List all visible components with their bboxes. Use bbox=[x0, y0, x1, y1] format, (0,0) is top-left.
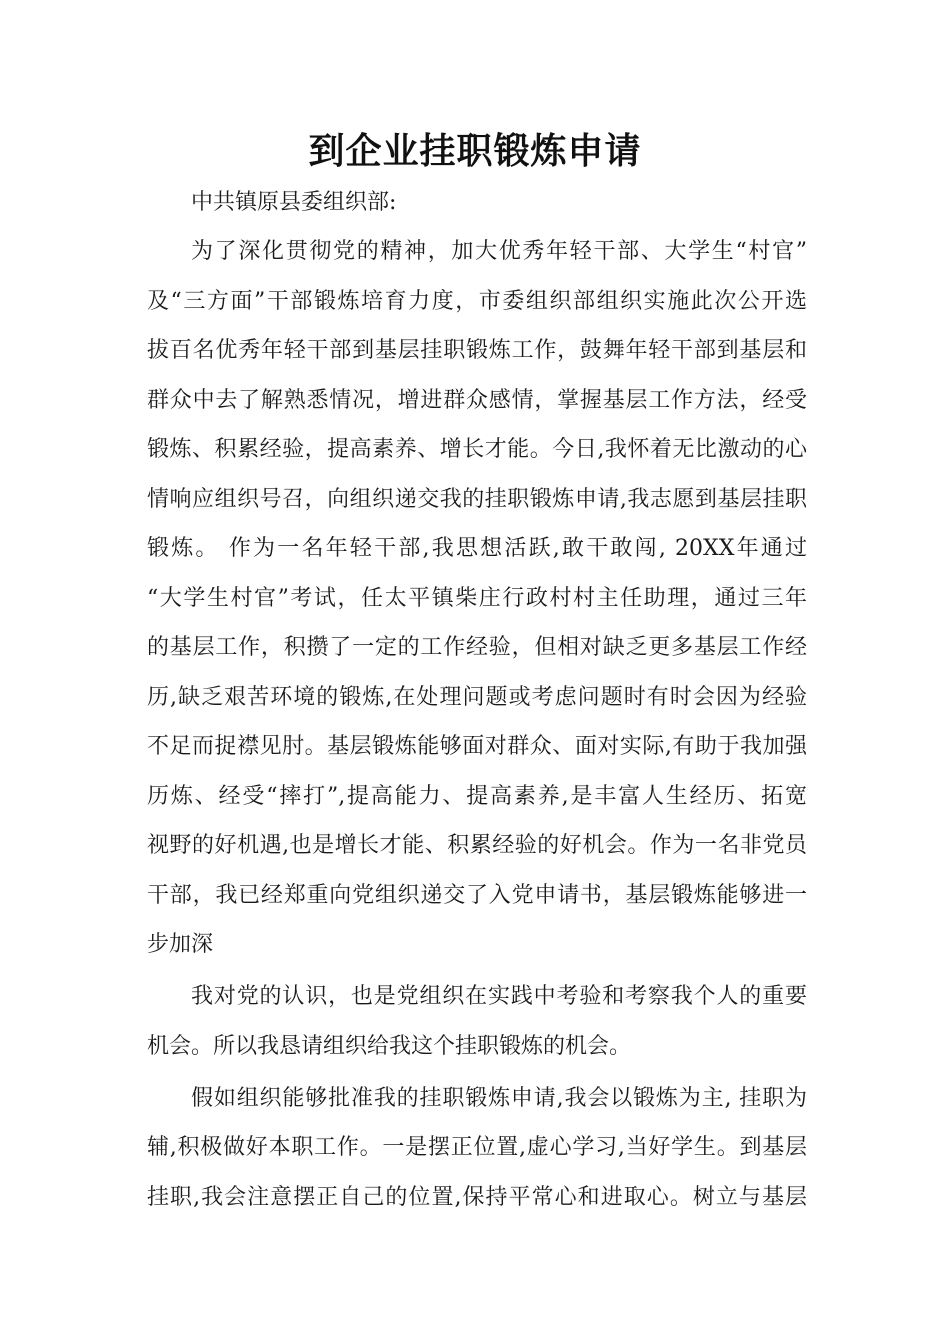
text-line: 锻炼。 作为一名年轻干部,我思想活跃,敢干敢闯, 20XX年通过 bbox=[147, 536, 807, 561]
text-line: 干部，我已经郑重向党组织递交了入党申请书，基层锻炼能够进一 bbox=[147, 883, 807, 908]
text-line: 我对党的认识，也是党组织在实践中考验和考察我个人的重要 bbox=[191, 984, 807, 1009]
text-line: 机会。所以我恳请组织给我这个挂职锻炼的机会。 bbox=[147, 1034, 632, 1059]
text-line: 不足而捉襟见肘。基层锻炼能够面对群众、面对实际,有助于我加强 bbox=[147, 734, 807, 759]
text-line: 假如组织能够批准我的挂职锻炼申请,我会以锻炼为主, 挂职为 bbox=[191, 1086, 807, 1111]
document-title: 到企业挂职锻炼申请 bbox=[308, 131, 642, 172]
text-line: 历炼、经受“摔打”,提高能力、提高素养,是丰富人生经历、拓宽 bbox=[147, 784, 807, 809]
text-line: 锻炼、积累经验，提高素养、增长才能。今日,我怀着无比激动的心 bbox=[147, 437, 807, 462]
text-line: 挂职,我会注意摆正自己的位置,保持平常心和进取心。树立与基层 bbox=[147, 1185, 807, 1210]
text-line: 拔百名优秀年轻干部到基层挂职锻炼工作，鼓舞年轻干部到基层和 bbox=[147, 338, 807, 363]
text-line: 辅,积极做好本职工作。一是摆正位置,虚心学习,当好学生。到基层 bbox=[147, 1135, 807, 1160]
text-line: 及“三方面”干部锻炼培育力度，市委组织部组织实施此次公开选 bbox=[147, 289, 807, 314]
text-line: 历,缺乏艰苦环境的锻炼,在处理问题或考虑问题时有时会因为经验 bbox=[147, 685, 807, 710]
text-line: 群众中去了解熟悉情况，增进群众感情，掌握基层工作方法，经受 bbox=[147, 388, 807, 413]
text-line: 视野的好机遇,也是增长才能、积累经验的好机会。作为一名非党员 bbox=[147, 833, 807, 858]
text-line: 步加深 bbox=[147, 932, 214, 957]
text-line: 的基层工作，积攒了一定的工作经验，但相对缺乏更多基层工作经 bbox=[147, 635, 807, 660]
text-line: “大学生村官”考试，任太平镇柴庄行政村村主任助理，通过三年 bbox=[147, 586, 807, 611]
salutation: 中共镇原县委组织部: bbox=[191, 190, 397, 215]
text-line: 情响应组织号召，向组织递交我的挂职锻炼申请,我志愿到基层挂职 bbox=[147, 487, 807, 512]
text-line: 为了深化贯彻党的精神，加大优秀年轻干部、大学生“村官” bbox=[191, 239, 807, 264]
